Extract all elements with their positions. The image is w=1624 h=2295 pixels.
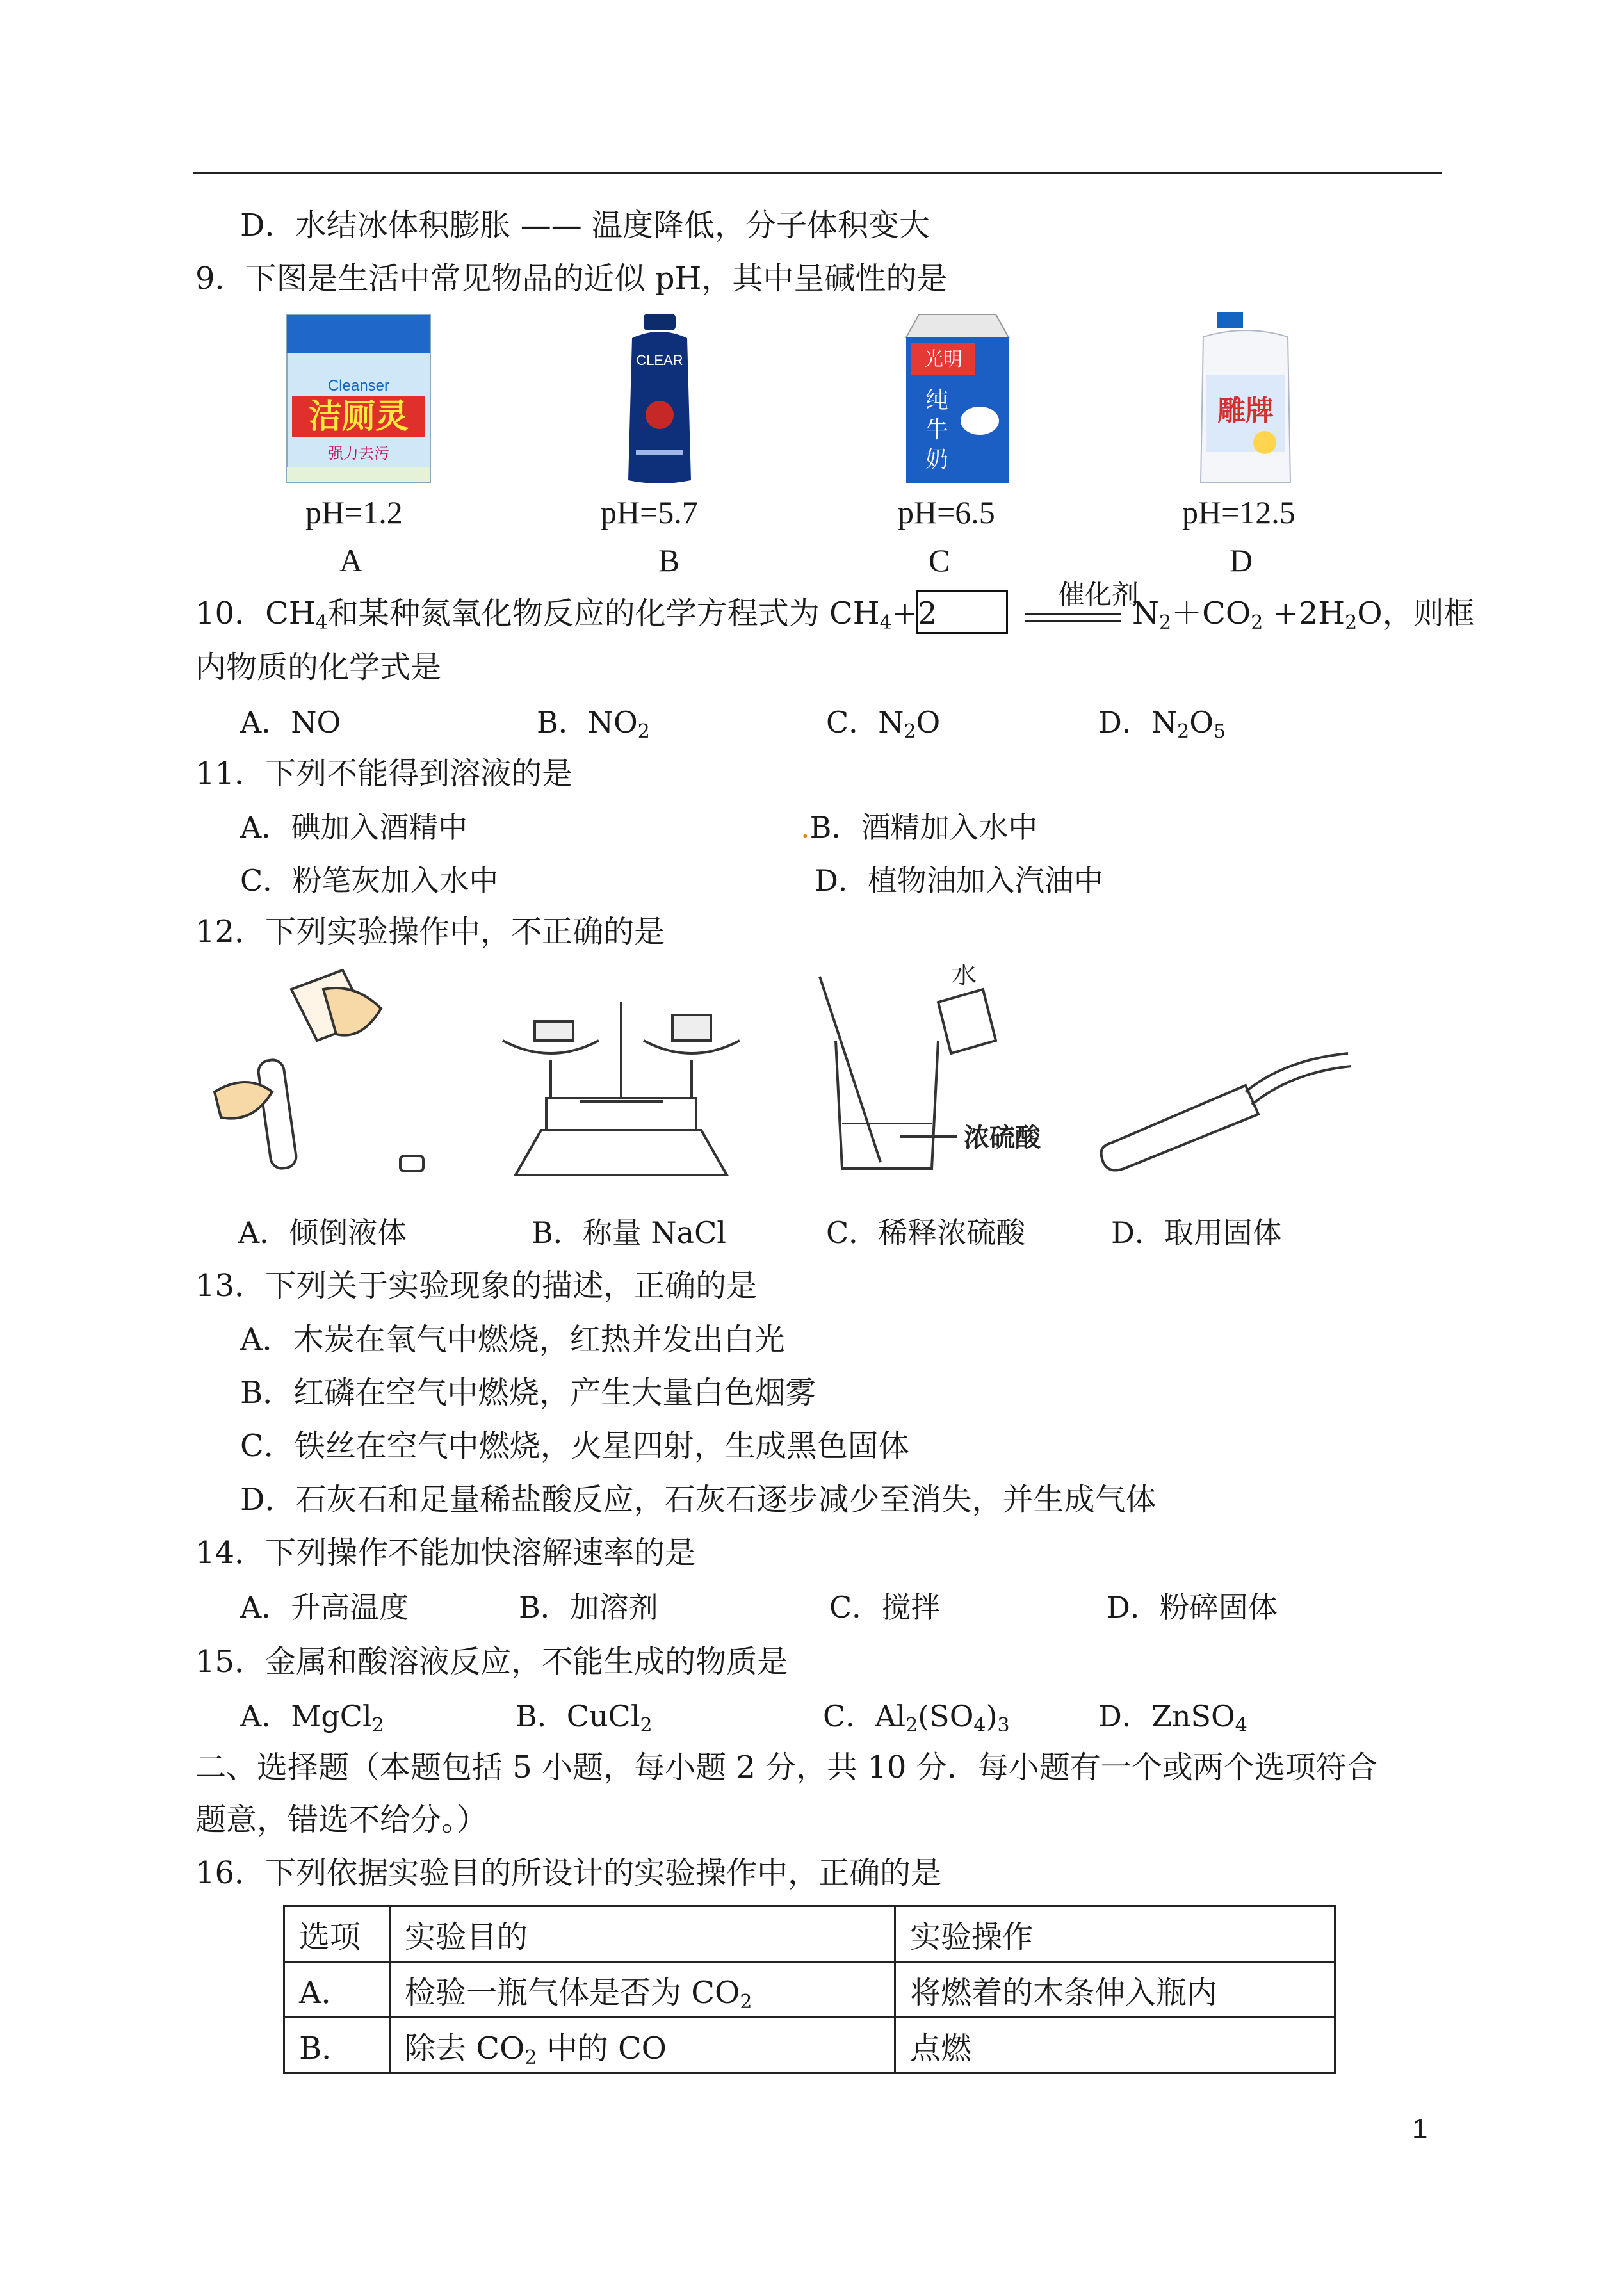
table-row bbox=[284, 1962, 1335, 2018]
table-cell: 点燃 bbox=[895, 2018, 1335, 2073]
q10-option-b: B．$NO_2$ bbox=[537, 705, 650, 743]
q13-option-c: C．铁丝在空气中燃烧，火星四射，生成黑色固体 bbox=[240, 1428, 909, 1464]
q11-option-c: C．粉笔灰加入水中 bbox=[240, 863, 499, 898]
q15-option-a: A．MgCl$_2$ bbox=[240, 1699, 384, 1737]
water-label: 水 bbox=[951, 964, 977, 989]
q14-option-d: D．粉碎固体 bbox=[1107, 1590, 1278, 1625]
catalyst-label: 催化剂 bbox=[1058, 580, 1139, 610]
acid-label: 浓硫酸 bbox=[964, 1123, 1041, 1153]
q12-option-b: B．称量 NaCl bbox=[532, 1215, 727, 1250]
table-cell: B． bbox=[284, 2018, 390, 2073]
section2-line1: 二、选择题（本题包括 5 小题，每小题 2 分，共 10 分．每小题有一个或两个选项符合 bbox=[195, 1749, 1377, 1785]
q12-stem: 12．下列实验操作中，不正确的是 bbox=[195, 914, 665, 950]
section2-line2: 题意，错选不给分。） bbox=[195, 1802, 488, 1838]
letter-a: A bbox=[339, 542, 363, 578]
balance-icon bbox=[503, 1002, 740, 1175]
table-header: 实验目的 bbox=[390, 1906, 895, 1962]
milk-carton-icon bbox=[900, 312, 1015, 487]
q16-stem: 16．下列依据实验目的所设计的实验操作中，正确的是 bbox=[195, 1855, 942, 1891]
q12-option-a: A．倾倒液体 bbox=[238, 1215, 407, 1250]
shampoo-bottle-icon bbox=[624, 312, 695, 488]
svg-text:光明: 光明 bbox=[924, 348, 962, 371]
q10-stem: 10．$CH_4$和某种氮氧化物反应的化学方程式为 $CH_4+2$ bbox=[195, 596, 938, 634]
svg-text:奶: 奶 bbox=[925, 446, 949, 473]
q11-stem: 11．下列不能得到溶液的是 bbox=[195, 756, 573, 791]
svg-text:洁厕灵: 洁厕灵 bbox=[308, 398, 409, 436]
q12-option-c: C．稀释浓硫酸 bbox=[826, 1215, 1026, 1250]
svg-text:Cleanser: Cleanser bbox=[327, 377, 390, 394]
letter-d: D bbox=[1230, 542, 1253, 578]
reaction-sign-bottom bbox=[1025, 620, 1121, 622]
detergent-bottle-icon bbox=[1194, 311, 1297, 490]
q15-option-d: D．ZnSO$_4$ bbox=[1098, 1699, 1247, 1737]
svg-text:强力去污: 强力去污 bbox=[328, 444, 389, 462]
q11-option-d: D．植物油加入汽油中 bbox=[815, 863, 1103, 898]
q14-stem: 14．下列操作不能加快溶解速率的是 bbox=[195, 1535, 696, 1571]
q10-option-c: C．$N_2O$ bbox=[826, 705, 941, 743]
table-header-row bbox=[284, 1906, 1335, 1962]
letter-b: B bbox=[658, 542, 680, 578]
q15-option-b: B．CuCl$_2$ bbox=[516, 1699, 653, 1737]
q13-option-b: B．红磷在空气中燃烧，产生大量白色烟雾 bbox=[240, 1375, 816, 1411]
svg-text:纯: 纯 bbox=[925, 387, 949, 414]
svg-text:牛: 牛 bbox=[925, 417, 949, 443]
lab-operations-figure bbox=[195, 964, 1412, 1181]
pouring-liquid-icon bbox=[215, 970, 423, 1171]
svg-text:CLEAR: CLEAR bbox=[636, 352, 683, 368]
header-rule bbox=[193, 172, 1442, 174]
q10-option-d: D．$N_2O_5$ bbox=[1098, 705, 1226, 743]
page-number: 1 bbox=[1412, 2113, 1428, 2145]
q14-option-b: B．加溶剂 bbox=[519, 1590, 658, 1625]
ph-a: pH=1.2 bbox=[305, 494, 403, 530]
table-cell: 检验一瓶气体是否为 $CO_2$ bbox=[390, 1962, 895, 2018]
q13-option-d: D．石灰石和足量稀盐酸反应，石灰石逐步减少至消失，并生成气体 bbox=[240, 1482, 1157, 1518]
q13-option-a: A．木炭在氧气中燃烧，红热并发出白光 bbox=[240, 1322, 785, 1358]
table-cell: 将燃着的木条伸入瓶内 bbox=[895, 1962, 1335, 2018]
q13-stem: 13．下列关于实验现象的描述，正确的是 bbox=[195, 1268, 758, 1304]
table-cell: 除去 $CO_2$ 中的 CO bbox=[390, 2018, 895, 2073]
test-tube-solid-icon bbox=[1101, 1053, 1351, 1171]
q9-stem: 9．下图是生活中常见物品的近似 pH，其中呈碱性的是 bbox=[195, 261, 948, 296]
table-row bbox=[284, 2018, 1335, 2073]
q16-table bbox=[283, 1905, 1336, 2074]
q11-option-a: A．碘加入酒精中 bbox=[240, 810, 468, 845]
svg-text:雕牌: 雕牌 bbox=[1217, 394, 1274, 427]
q10-products: $N_2+CO_2 +2H_2O$，则框 bbox=[1132, 596, 1475, 634]
q14-option-a: A．升高温度 bbox=[240, 1590, 409, 1625]
q8-option-d: D．水结冰体积膨胀 —— 温度降低，分子体积变大 bbox=[240, 207, 930, 243]
ph-d: pH=12.5 bbox=[1182, 494, 1295, 530]
q12-option-d: D．取用固体 bbox=[1111, 1215, 1282, 1250]
q15-option-c: C．$Al_2(SO_4)_3$ bbox=[823, 1699, 1010, 1737]
q15-stem: 15．金属和酸溶液反应，不能生成的物质是 bbox=[195, 1644, 788, 1680]
q10-stem2: 内物质的化学式是 bbox=[195, 649, 442, 685]
answer-box bbox=[916, 590, 1008, 634]
q14-option-c: C．搅拌 bbox=[829, 1590, 941, 1625]
ph-c: pH=6.5 bbox=[898, 494, 995, 530]
letter-c: C bbox=[929, 542, 950, 578]
q11-option-b: .B．酒精加入水中 bbox=[800, 810, 1038, 845]
table-cell: A． bbox=[284, 1962, 390, 2018]
ph-b: pH=5.7 bbox=[601, 494, 698, 530]
q10-option-a: A．NO bbox=[240, 705, 341, 740]
reaction-sign-top bbox=[1025, 613, 1121, 615]
toilet-cleaner-icon bbox=[286, 314, 432, 486]
table-header: 选项 bbox=[284, 1906, 390, 1962]
table-header: 实验操作 bbox=[895, 1906, 1335, 1962]
